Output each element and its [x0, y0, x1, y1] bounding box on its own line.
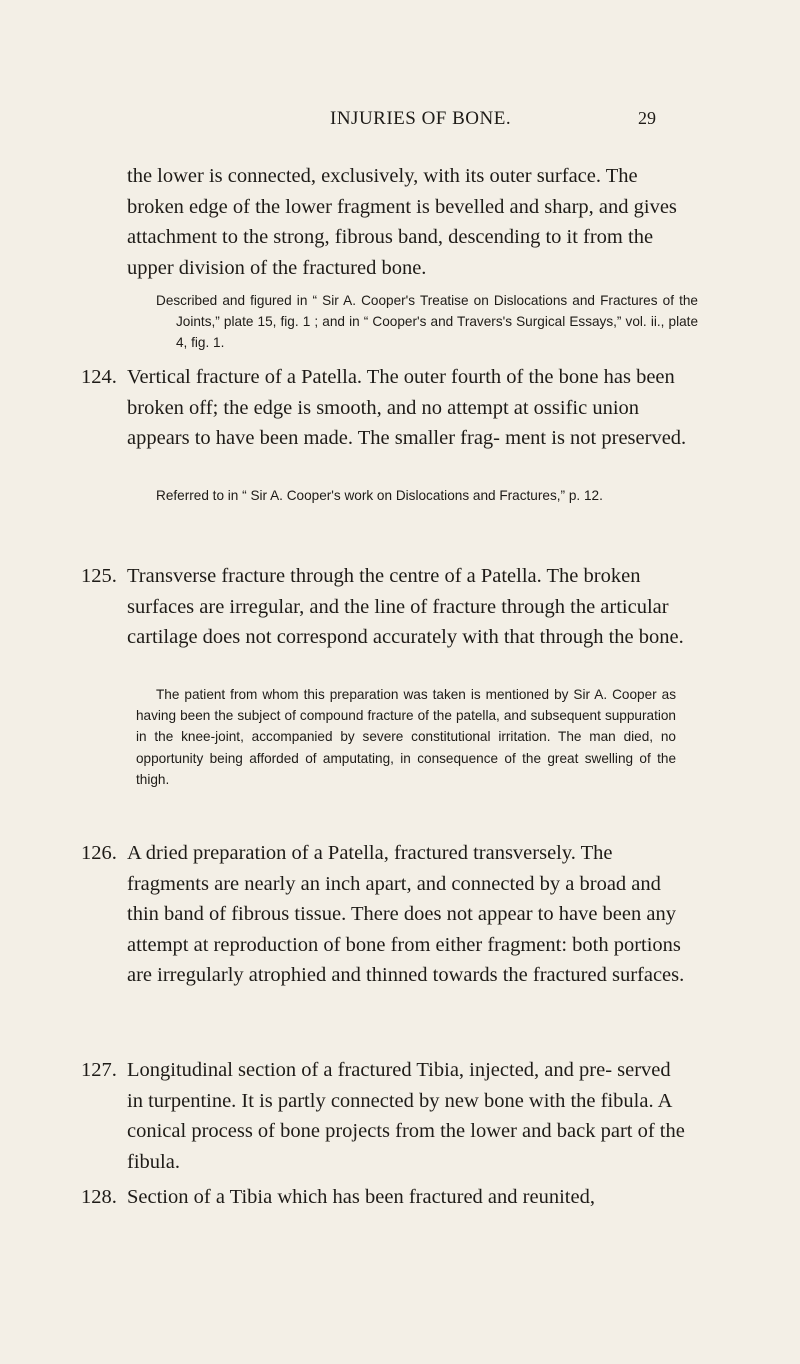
entry-text: A dried preparation of a Patella, fractured transversely. The fragments are nearly an inch apart, and connected by a broad and thin band of fibrous tissue. There does not appear to have been any attempt at reproduction of bone from either fragment: both portions are irregularly atrophied and thinned towards the fractured surfaces. — [127, 842, 685, 986]
continuation-paragraph: the lower is connected, exclusively, with its outer surface. The broken edge of the lower fragment is bevelled and sharp, and gives attachment to the strong, fibrous band, descending to it from the upper division of the fractured bone. — [127, 165, 677, 279]
entry-126 — [81, 838, 691, 991]
running-title: INJURIES OF BONE. — [330, 108, 512, 129]
entry-number: 127. — [81, 1059, 117, 1081]
page-number: 29 — [638, 108, 656, 128]
entry-125-note: The patient from whom this preparation was taken is mentioned by Sir A. Cooper as having been the subject of compound fracture of the patella, and subsequent suppuration in the knee-joint, accompanied by severe constitutional irritation. The man died, no opportunity being afforded of amputating, in consequence of the great swelling of the thigh. — [136, 687, 676, 787]
continuation-note: Described and figured in “ Sir A. Cooper's Treatise on Dislocations and Fractures of the Joints,” plate 15, fig. 1 ; and in “ Cooper's and Travers's Surgical Essays,” vol. ii., plate 4, fig. 1. — [156, 293, 698, 351]
entry-text: Vertical fracture of a Patella. The outer fourth of the bone has been broken off; the edge is smooth, and no attempt at ossific union appears to have been made. The smaller frag- ment is not preserved. — [127, 366, 687, 449]
entry-number: 126. — [81, 842, 117, 864]
page-header — [0, 108, 800, 138]
entry-128 — [81, 1182, 691, 1213]
entry-124 — [81, 362, 691, 454]
entry-number: 124. — [81, 366, 117, 388]
entry-124-note: Referred to in “ Sir A. Cooper's work on Dislocations and Fractures,” p. 12. — [156, 488, 603, 503]
entry-text: Transverse fracture through the centre of a Patella. The broken surfaces are irregular, and the line of fracture through the articular cartilage does not correspond accurately with that through the bone. — [127, 565, 684, 648]
entry-text: Longitudinal section of a fractured Tibia, injected, and pre- served in turpentine. It is partly connected by new bone with the fibula. A conical process of bone projects from the lower and back part of the fibula. — [127, 1059, 685, 1173]
entry-127 — [81, 1055, 691, 1177]
entry-125 — [81, 561, 691, 653]
entry-number: 128. — [81, 1186, 117, 1208]
entry-number: 125. — [81, 565, 117, 587]
entry-text: Section of a Tibia which has been fractured and reunited, — [127, 1186, 595, 1208]
